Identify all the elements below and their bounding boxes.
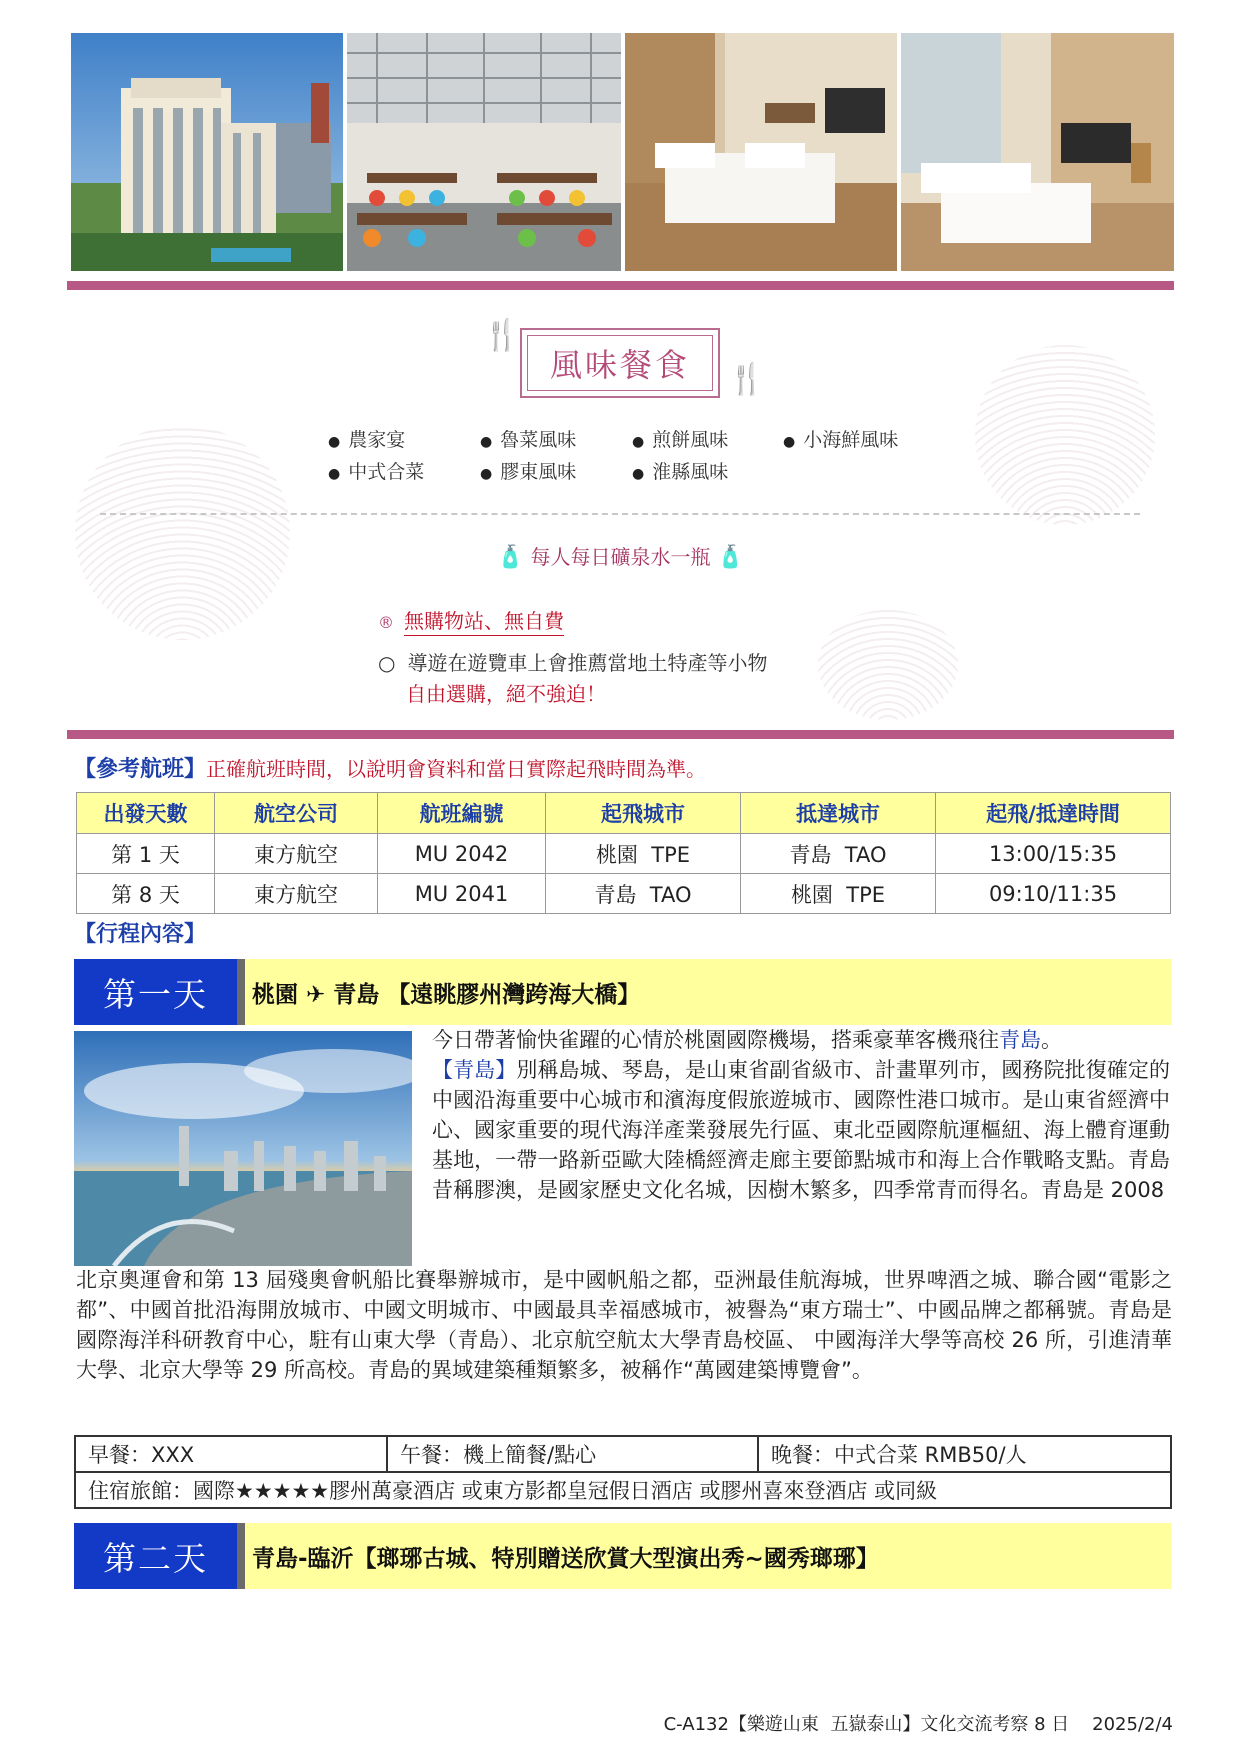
- day2-label: 第二天: [74, 1523, 237, 1589]
- hotel-cell: 住宿旅館：國際★★★★★膠州萬豪酒店 或東方影都皇冠假日酒店 或膠州喜來登酒店 或同級: [75, 1472, 1171, 1508]
- circle-bullet-icon: ○: [378, 651, 396, 675]
- food-item: ● 魯菜風味: [480, 429, 577, 451]
- water-note: 🧴 每人每日礦泉水一瓶 🧴: [496, 545, 745, 570]
- table-row: 第 8 天 東方航空 MU 2041 青島 TAO 桃園 TPE 09:10/11:35: [77, 874, 1171, 914]
- fork-spoon-icon: 🍴: [728, 362, 766, 397]
- day1-title: 桃園 ✈ 青島 【遠眺膠州灣跨海大橋】: [252, 981, 641, 1008]
- dashed-divider: [100, 513, 1140, 515]
- fork-spoon-icon: 🍴: [483, 318, 521, 353]
- food-item: ● 膠東風味: [480, 461, 577, 483]
- food-section-title: 風味餐食: [520, 328, 720, 398]
- no-shopping-note: ® 無購物站、無自費: [378, 605, 564, 634]
- restaurant-hall-photo: [347, 33, 621, 271]
- lunch-cell: 午餐：機上簡餐/點心: [387, 1436, 758, 1472]
- flights-note: 正確航班時間，以說明會資料和當日實際起飛時間為準。: [206, 757, 707, 781]
- food-item: ● 煎餅風味: [632, 429, 729, 451]
- day1-header: [74, 959, 1171, 1025]
- day2-title: 青島-臨沂【瑯琊古城、特別贈送欣賞大型演出秀~國秀瑯琊】: [252, 1545, 879, 1572]
- day1-description: 北京奧運會和第 13 屆殘奧會帆船比賽舉辦城市，是中國帆船之都，亞洲最佳航海城，世界啤酒之城、聯合國“電影之都”、中國首批沿海開放城市、中國文明城市、中國最具幸福感城市，被譽為“東方瑞士”、中國品牌之都稱號。青島是國際海洋科研教育中心，駐有山東大學（青島）、北京航空航太大學青島校區、 中國海洋大學等高校 26 所，引進清華大學、北京大學等 29 所高校。青島的異域建築種類繁多，被稱作“萬國建築博覽會”。: [76, 1268, 1172, 1382]
- flights-heading: 【參考航班】正確航班時間，以說明會資料和當日實際起飛時間為準。: [74, 757, 707, 782]
- breakfast-cell: 早餐：XXX: [75, 1436, 387, 1472]
- dinner-cell: 晚餐：中式合菜 RMB50/人: [758, 1436, 1171, 1472]
- guide-note: ○ 導遊在遊覽車上會推薦當地土特產等小物 自由選購，絕不強迫！: [378, 651, 768, 706]
- food-item: ● 中式合菜: [328, 461, 425, 483]
- bottle-icon: 🧴: [496, 545, 525, 570]
- bullet-icon: ®: [378, 613, 394, 632]
- bottle-icon: 🧴: [716, 545, 745, 570]
- qingdao-city-photo: [74, 1031, 412, 1266]
- table-row: 第 1 天 東方航空 MU 2042 桃園 TPE 青島 TAO 13:00/15:35: [77, 834, 1171, 874]
- flights-table: [76, 792, 1171, 914]
- hotel-row: [75, 1472, 1171, 1508]
- itinerary-heading: 【行程內容】: [74, 922, 207, 947]
- decorative-wave-pattern: [975, 345, 1155, 525]
- table-header-row: 出發天數 航空公司 航班編號 起飛城市 抵達城市 起飛/抵達時間: [77, 793, 1171, 834]
- day1-label: 第一天: [74, 959, 237, 1025]
- hotel-exterior-photo: [71, 33, 343, 271]
- meals-row: [75, 1436, 1171, 1472]
- food-item: ● 農家宴: [328, 429, 406, 451]
- decorative-wave-pattern: [818, 610, 958, 720]
- page-footer: C-A132【樂遊山東 五嶽泰山】文化交流考察 8 日 2025/2/4: [663, 1714, 1173, 1735]
- hotel-room-photo: [625, 33, 897, 271]
- day2-header: [74, 1523, 1171, 1589]
- hotel-twin-room-photo: [901, 33, 1174, 271]
- food-item: ● 小海鮮風味: [783, 429, 899, 451]
- meals-table: [74, 1435, 1172, 1509]
- food-item: ● 淮縣風味: [632, 461, 729, 483]
- divider-bar: [67, 730, 1174, 739]
- day1-intro: 今日帶著愉快雀躍的心情於桃園國際機場，搭乘豪華客機飛往青島。 【青島】別稱島城、琴島，是山東省副省級市、計畫單列市，國務院批復確定的中國沿海重要中心城市和濱海度假旅遊城市、國際性港口城市。是山東省經濟中心、國家重要的現代海洋產業發展先行區、東北亞國際航運樞紐、海上體育運動基地，一帶一路新亞歐大陸橋經濟走廊主要節點城市和海上合作戰略支點。青島昔稱膠澳，是國家歷史文化名城，因樹木繁多，四季常青而得名。青島是 2008: [432, 1028, 1171, 1202]
- decorative-wave-pattern: [75, 425, 290, 640]
- divider-bar: [67, 281, 1174, 290]
